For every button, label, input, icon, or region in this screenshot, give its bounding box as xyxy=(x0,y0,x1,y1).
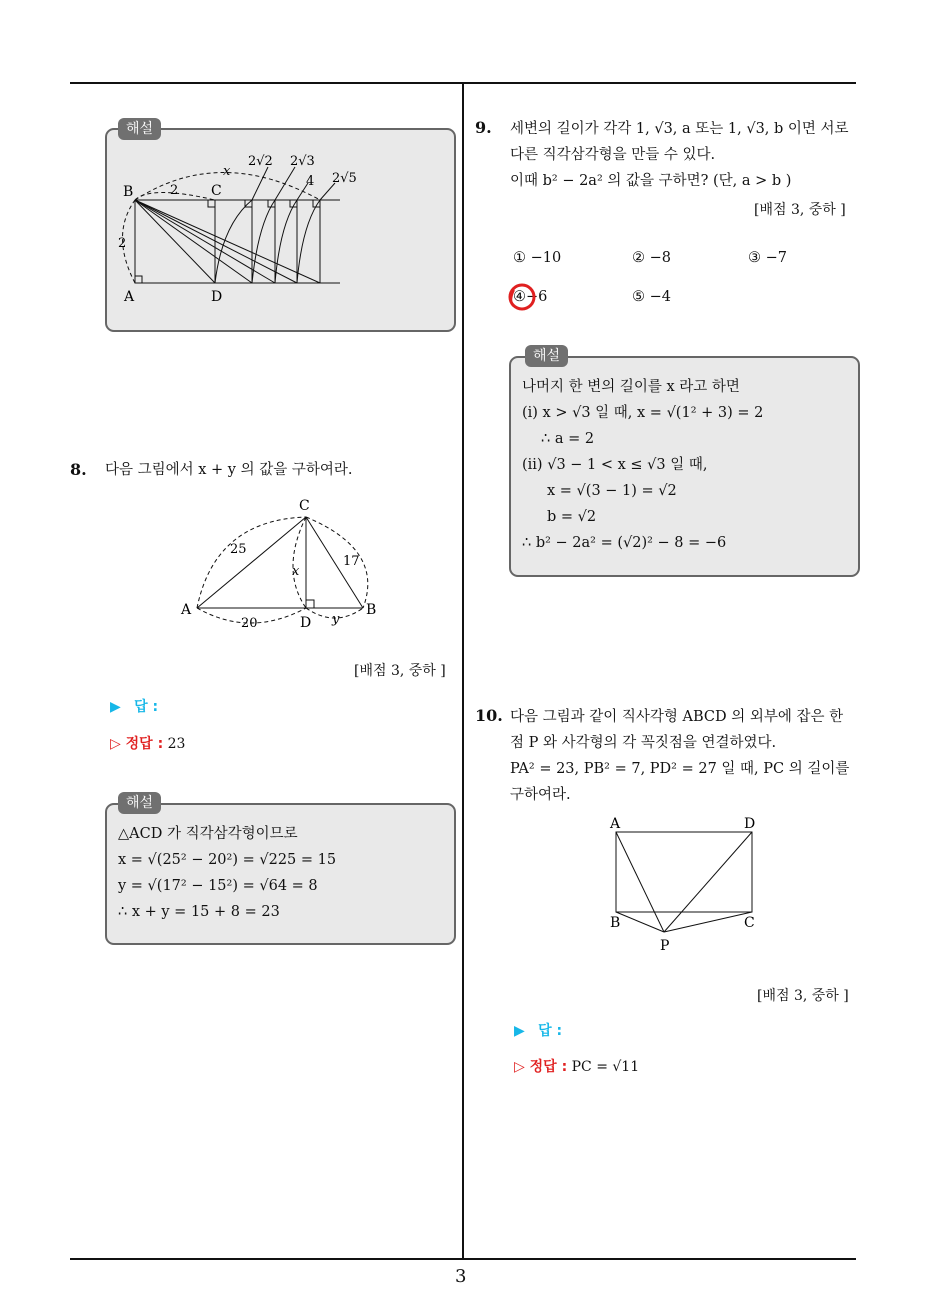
q8-label-17: 17 xyxy=(343,554,360,569)
q8-expl-line-2: x = √(25² − 20²) = √225 = 15 xyxy=(118,852,337,868)
q9-expl-line-7: ∴ b² − 2a² = (√2)² − 8 = −6 xyxy=(522,535,727,551)
q8-label-C: C xyxy=(299,498,310,514)
q9-expl-line-1: 나머지 한 변의 길이를 x 라고 하면 xyxy=(522,379,740,395)
q8-label-D: D xyxy=(300,615,312,630)
q8-expl-line-1: △ACD 가 직각삼각형이므로 xyxy=(118,826,298,842)
q8-figure xyxy=(175,490,385,630)
q9-expl-line-3: ∴ a = 2 xyxy=(541,431,595,447)
q8-label-A: A xyxy=(181,602,192,618)
q10-label-B: B xyxy=(610,915,621,931)
q8-expl-line-3: y = √(17² − 15²) = √64 = 8 xyxy=(118,878,318,894)
spiral-triangles-figure xyxy=(110,145,410,315)
label-2sqrt2: 2√2 xyxy=(248,154,273,169)
q8-label-y: y xyxy=(332,612,340,627)
q8-expl-line-4: ∴ x + y = 15 + 8 = 23 xyxy=(118,904,280,920)
q10-label-A: A xyxy=(610,816,621,832)
q10-label-D: D xyxy=(744,816,756,832)
q10-correct-row xyxy=(514,1056,639,1076)
q8-answer-row xyxy=(110,696,158,716)
q8-correct-label: ▷ 정답 : xyxy=(110,736,164,752)
label-B: B xyxy=(123,184,134,200)
q10-label-C: C xyxy=(744,915,755,931)
q10-text-4: 구하여라. xyxy=(510,787,571,803)
q9-expl-line-6: b = √2 xyxy=(547,509,597,525)
q10-label-P: P xyxy=(660,938,670,954)
play-icon: ▶ xyxy=(110,699,121,715)
q9-number: 9. xyxy=(475,118,492,137)
q9-text-2: 다른 직각삼각형을 만들 수 있다. xyxy=(510,147,716,163)
q10-number: 10. xyxy=(475,706,503,725)
bottom-rule xyxy=(70,1258,856,1260)
q9-expl-line-5: x = √(3 − 1) = √2 xyxy=(547,483,677,499)
q10-text-2: 점 P 와 사각형의 각 꼭짓점을 연결하였다. xyxy=(510,735,777,751)
q8-correct-value: 23 xyxy=(167,736,186,752)
play-icon: ▶ xyxy=(514,1023,525,1039)
q10-figure xyxy=(600,812,770,957)
q9-choice-3[interactable]: ③ −7 xyxy=(748,250,787,266)
label-x: x xyxy=(223,164,231,179)
q9-choice-2[interactable]: ② −8 xyxy=(632,250,671,266)
q9-choice-5[interactable]: ⑤ −4 xyxy=(632,289,671,305)
label-A: A xyxy=(124,289,135,305)
q8-text: 다음 그림에서 x + y 의 값을 구하여라. xyxy=(105,462,353,478)
q9-choice-1[interactable]: ① −10 xyxy=(513,250,562,266)
q9-expl-line-4: (ii) √3 − 1 < x ≤ √3 일 때, xyxy=(522,457,708,473)
page-number: 3 xyxy=(455,1266,467,1287)
q9-expl-line-2: (i) x > √3 일 때, x = √(1² + 3) = 2 xyxy=(522,405,764,421)
q8-label-B: B xyxy=(366,602,377,618)
explanation-tag-q9: 해설 xyxy=(525,345,568,367)
q10-meta: [배점 3, 중하 ] xyxy=(757,988,849,1004)
q8-label-x: x xyxy=(292,564,300,579)
q10-answer-label: 답 : xyxy=(538,1023,563,1039)
q9-text-1: 세변의 길이가 각각 1, √3, a 또는 1, √3, b 이면 서로 xyxy=(510,121,849,137)
selected-answer-circle-icon xyxy=(505,280,539,314)
q10-answer-row xyxy=(514,1020,562,1040)
label-D: D xyxy=(211,289,223,305)
q10-text-1: 다음 그림과 같이 직사각형 ABCD 의 외부에 잡은 한 xyxy=(510,709,844,725)
explanation-tag-q8: 해설 xyxy=(118,792,161,814)
explanation-tag: 해설 xyxy=(118,118,161,140)
label-2sqrt3: 2√3 xyxy=(290,154,315,169)
label-4: 4 xyxy=(306,174,315,189)
q10-text-3: PA² = 23, PB² = 7, PD² = 27 일 때, PC 의 길이를 xyxy=(510,761,850,777)
q8-meta: [배점 3, 중하 ] xyxy=(354,663,446,679)
label-side-2-left: 2 xyxy=(118,236,127,251)
q8-label-20: 20 xyxy=(241,616,258,630)
q10-correct-label: ▷ 정답 : xyxy=(514,1059,568,1075)
label-C: C xyxy=(211,183,222,199)
q9-meta: [배점 3, 중하 ] xyxy=(754,202,846,218)
label-side-2-top: 2 xyxy=(170,183,179,198)
q8-label-25: 25 xyxy=(230,542,247,557)
q8-answer-label: 답 : xyxy=(134,699,159,715)
q8-number: 8. xyxy=(70,460,87,479)
q9-text-3: 이때 b² − 2a² 의 값을 구하면? (단, a > b ) xyxy=(510,173,792,189)
label-2sqrt5: 2√5 xyxy=(332,171,357,186)
q9-choice-4[interactable]: ④−6 xyxy=(513,289,548,305)
column-divider xyxy=(462,82,464,1260)
q10-correct-value: PC = √11 xyxy=(571,1059,640,1075)
q8-correct-row xyxy=(110,733,185,753)
